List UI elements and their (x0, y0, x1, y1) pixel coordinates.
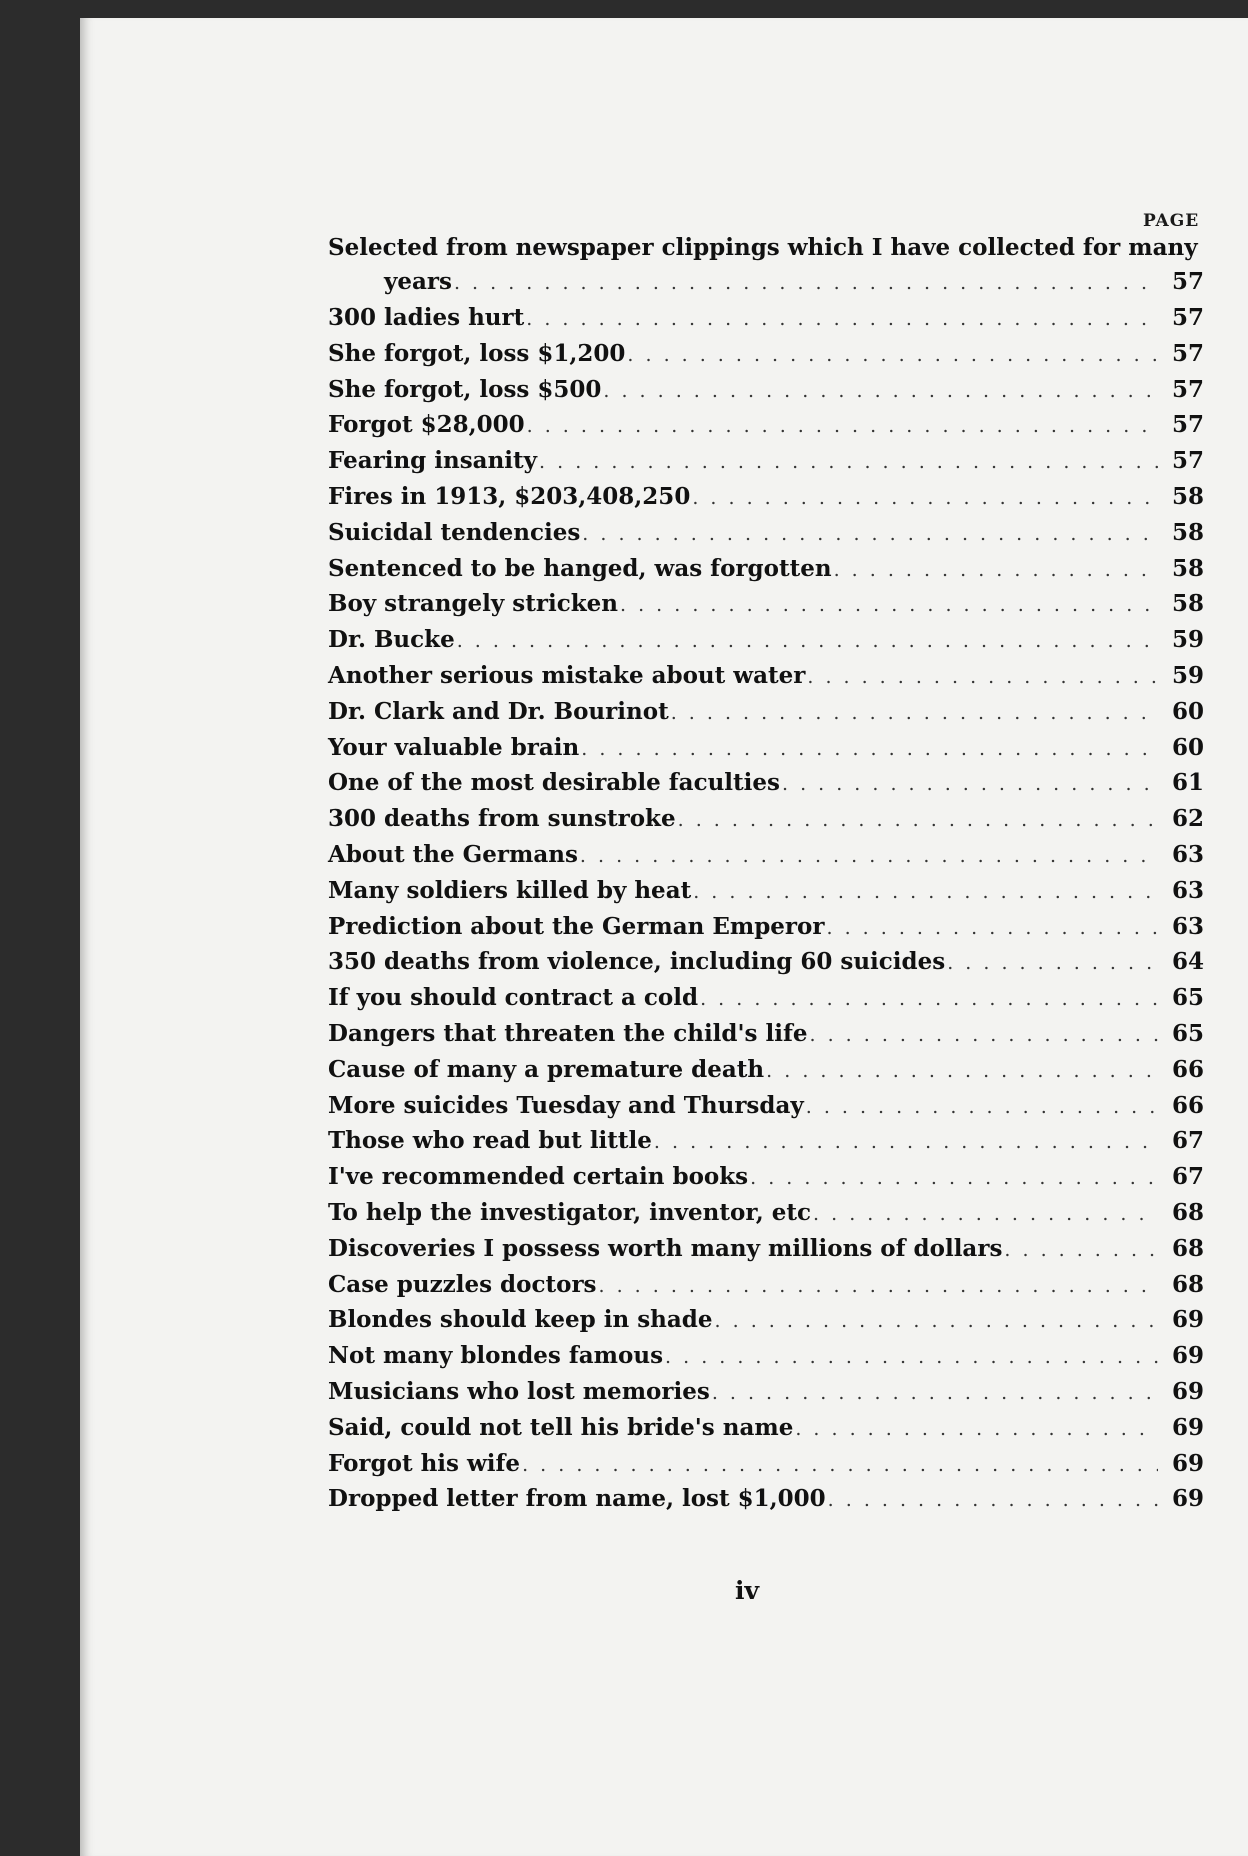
dot-leader (712, 1382, 1158, 1404)
toc-entry (328, 877, 1204, 913)
toc-entry-page: 69 (1171, 1449, 1204, 1477)
toc-entry (328, 1450, 1204, 1486)
toc-entry-page: 68 (1171, 1234, 1204, 1262)
dot-leader (700, 988, 1158, 1010)
dot-leader (750, 1167, 1158, 1189)
toc-entry-title: Suicidal tendencies (328, 518, 581, 546)
dot-leader (457, 630, 1158, 652)
page-column-header: PAGE (1143, 211, 1200, 231)
toc-entry-page: 57 (1171, 268, 1204, 295)
dot-leader (522, 1454, 1158, 1476)
toc-entry (328, 1271, 1204, 1307)
toc-entry-title: Forgot his wife (328, 1449, 521, 1477)
toc-entry-page: 63 (1171, 840, 1204, 868)
toc-entry (328, 1235, 1204, 1271)
toc-entry-title: Blondes should keep in shade (328, 1306, 713, 1334)
toc-entry (328, 340, 1204, 376)
toc-entry-page: 59 (1171, 626, 1204, 654)
toc-entry-page: 64 (1171, 948, 1204, 976)
toc-entry (328, 1199, 1204, 1235)
toc-entry-page: 58 (1171, 482, 1204, 510)
toc-entry-page: 57 (1171, 411, 1204, 439)
dot-leader (603, 380, 1158, 402)
toc-entry (328, 234, 1204, 304)
toc-entry-title: 300 ladies hurt (328, 304, 525, 331)
toc-entry-title: 300 deaths from sunstroke (328, 805, 676, 833)
toc-entry-page: 67 (1171, 1163, 1204, 1191)
toc-entry-page: 69 (1171, 1377, 1204, 1405)
toc-entry-title: She forgot, loss $500 (328, 375, 602, 403)
toc-entry-title: Another serious mistake about water (328, 661, 806, 689)
toc-entry-page: 57 (1171, 339, 1204, 367)
dot-leader (599, 1275, 1158, 1297)
toc-entry (328, 769, 1204, 805)
toc-entry-title: 350 deaths from violence, including 60 suicides (328, 948, 946, 976)
toc-entry (328, 913, 1204, 949)
toc-entry (328, 1378, 1204, 1414)
toc-entry (328, 841, 1204, 877)
dot-leader (1004, 1239, 1158, 1261)
toc-entry-page: 63 (1171, 912, 1204, 940)
table-of-contents (328, 234, 1204, 1521)
toc-entry (328, 948, 1204, 984)
dot-leader (527, 415, 1158, 437)
toc-entry-page: 66 (1171, 1055, 1204, 1083)
toc-entry (328, 1092, 1204, 1128)
toc-entry-page: 60 (1171, 697, 1204, 725)
toc-entry-page: 57 (1171, 375, 1204, 403)
toc-entry-title: To help the investigator, inventor, etc (328, 1198, 812, 1226)
toc-entry (328, 1127, 1204, 1163)
toc-entry-title: Said, could not tell his bride's name (328, 1413, 794, 1441)
dot-leader (671, 702, 1158, 724)
toc-entry-title: Dr. Bucke (328, 626, 455, 654)
toc-entry-page: 69 (1171, 1413, 1204, 1441)
toc-entry-title: About the Germans (328, 840, 578, 868)
dot-leader (665, 1346, 1158, 1368)
toc-entry-page: 65 (1171, 984, 1204, 1012)
toc-entry (328, 626, 1204, 662)
toc-entry-title: Discoveries I possess worth many millions of dollars (328, 1234, 1003, 1262)
toc-entry-title: Prediction about the German Emperor (328, 912, 825, 940)
toc-entry-title: One of the most desirable faculties (328, 769, 780, 797)
toc-entry-page: 62 (1171, 805, 1204, 833)
dot-leader (678, 809, 1158, 831)
dot-leader (539, 451, 1158, 473)
toc-entry (328, 984, 1204, 1020)
toc-entry-page: 67 (1171, 1127, 1204, 1155)
toc-entry-title: Boy strangely stricken (328, 590, 619, 618)
dot-leader (807, 666, 1158, 688)
toc-entry-title: Cause of many a premature death (328, 1055, 765, 1083)
toc-entry (328, 1306, 1204, 1342)
toc-entry-page: 60 (1171, 733, 1204, 761)
toc-entry (328, 590, 1204, 626)
dot-leader (806, 1096, 1158, 1118)
toc-entry-page: 66 (1171, 1091, 1204, 1119)
toc-entry (328, 555, 1204, 591)
dot-leader (454, 272, 1158, 294)
dot-leader (828, 1489, 1158, 1511)
toc-entry-title: Dangers that threaten the child's life (328, 1019, 808, 1047)
toc-entry-page: 57 (1171, 304, 1204, 331)
toc-entry-page: 69 (1171, 1306, 1204, 1334)
toc-entry (328, 1056, 1204, 1092)
toc-entry-page: 59 (1171, 661, 1204, 689)
dot-leader (620, 594, 1158, 616)
book-page (80, 18, 1248, 1856)
toc-entry-title: More suicides Tuesday and Thursday (328, 1091, 804, 1119)
toc-entry (328, 805, 1204, 841)
toc-entry (328, 698, 1204, 734)
toc-entry (328, 1485, 1204, 1521)
toc-entry-title: Not many blondes famous (328, 1342, 664, 1370)
toc-entry (328, 734, 1204, 770)
toc-entry-title: Fearing insanity (328, 447, 538, 475)
toc-entry-page: 65 (1171, 1019, 1204, 1047)
toc-entry (328, 1020, 1204, 1056)
dot-leader (827, 917, 1159, 939)
toc-entry-page: 68 (1171, 1198, 1204, 1226)
toc-entry (328, 304, 1204, 340)
toc-entry-page: 63 (1171, 876, 1204, 904)
toc-entry-page: 58 (1171, 590, 1204, 618)
dot-leader (693, 881, 1158, 903)
toc-entry (328, 1414, 1204, 1450)
toc-entry-page: 61 (1171, 769, 1204, 797)
dot-leader (581, 738, 1158, 760)
dot-leader (834, 559, 1158, 581)
toc-entry-title: Sentenced to be hanged, was forgotten (328, 554, 832, 582)
toc-entry (328, 662, 1204, 698)
toc-entry (328, 1163, 1204, 1199)
toc-entry-list (328, 304, 1204, 1521)
toc-entry (328, 1342, 1204, 1378)
toc-entry-title: Case puzzles doctors (328, 1270, 597, 1298)
dot-leader (582, 523, 1158, 545)
toc-entry-title: Your valuable brain (328, 733, 580, 761)
toc-entry-title: Forgot $28,000 (328, 411, 525, 439)
toc-entry-title: I've recommended certain books (328, 1163, 749, 1191)
dot-leader (580, 845, 1158, 867)
toc-entry-title: Dropped letter from name, lost $1,000 (328, 1485, 826, 1513)
toc-entry-page: 58 (1171, 554, 1204, 582)
toc-entry-page: 68 (1171, 1270, 1204, 1298)
toc-entry (328, 519, 1204, 555)
toc-entry (328, 411, 1204, 447)
toc-entry-page: 69 (1171, 1342, 1204, 1370)
toc-entry-title: Those who read but little (328, 1127, 652, 1155)
dot-leader (813, 1203, 1158, 1225)
toc-entry-title-line2: years (384, 268, 452, 295)
dot-leader (810, 1024, 1159, 1046)
dot-leader (715, 1310, 1158, 1332)
toc-entry (328, 447, 1204, 483)
toc-entry-page: 58 (1171, 518, 1204, 546)
dot-leader (795, 1418, 1158, 1440)
toc-entry-page: 69 (1171, 1485, 1204, 1513)
toc-entry-title: If you should contract a cold (328, 984, 699, 1012)
toc-entry-title: Musicians who lost memories (328, 1377, 710, 1405)
dot-leader (766, 1060, 1158, 1082)
dot-leader (782, 773, 1158, 795)
dot-leader (526, 308, 1158, 330)
toc-entry-title: She forgot, loss $1,200 (328, 339, 626, 367)
dot-leader (627, 344, 1158, 366)
page-number: iv (734, 1576, 760, 1605)
dot-leader (692, 487, 1158, 509)
toc-entry-title: Many soldiers killed by heat (328, 876, 692, 904)
toc-entry-title-line1: Selected from newspaper clippings which I have collected for many (328, 234, 1198, 261)
dot-leader (947, 952, 1158, 974)
dot-leader (654, 1131, 1158, 1153)
toc-entry (328, 376, 1204, 412)
toc-entry-page: 57 (1171, 447, 1204, 475)
toc-entry (328, 483, 1204, 519)
toc-entry-title: Fires in 1913, $203,408,250 (328, 482, 691, 510)
toc-entry-title: Dr. Clark and Dr. Bourinot (328, 697, 669, 725)
